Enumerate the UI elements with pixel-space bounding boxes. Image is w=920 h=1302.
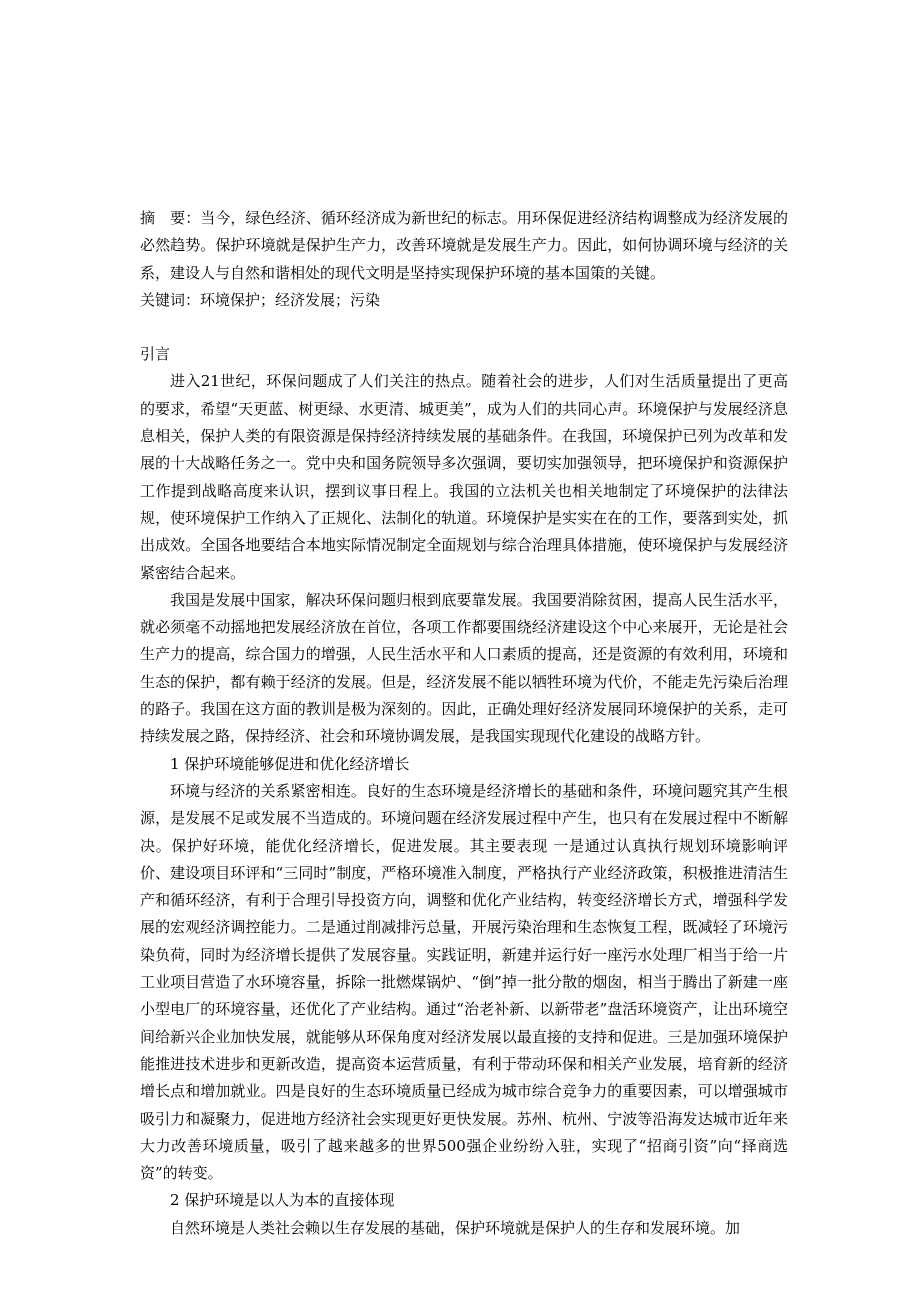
abstract: 摘 要：当今，绿色经济、循环经济成为新世纪的标志。用环保促进经济结构调整成为经济发展的必然趋势。保护环境就是保护生产力，改善环境就是发展生产力。因此，如何协调环境与经济的关系，建设人与自然和谐相处的现代文明是坚持实现保护环境的基本国策的关键。 — [140, 209, 788, 282]
section-1-heading: 1 保护环境能够促进和优化经济增长 — [170, 754, 410, 773]
section-2-paragraph: 自然环境是人类社会赖以生存发展的基础，保护环境就是保护人的生存和发展环境。加 — [170, 1218, 741, 1237]
intro-title: 引言 — [140, 345, 171, 364]
section-2-heading: 2 保护环境是以人为本的直接体现 — [170, 1191, 395, 1210]
section-1-paragraph: 环境与经济的关系紧密相连。良好的生态环境是经济增长的基础和条件，环境问题究其产生根源，是发展不足或发展不当造成的。环境问题在经济发展过程中产生，也只有在发展过程中不断解决。保护好环境，能优化经济增长，促进发展。其主要表现 一是通过认真执行规划环境影响评价、建设项目环评和“三同时”制度，严格环境准入制度，严格执行产业经济政策，积极推进清洁生产和循环经济，有利于合理引导投资方向，调整和优化产业结构，转变经济增长方式，增强科学发展的宏观经济调控能力。二是通过削减排污总量，开展污染治理和生态恢复工程，既减轻了环境污染负荷，同时为经济增长提供了发展容量。实践证明，新建并运行好一座污水处理厂相当于给一片工业项目营造了水环境容量，拆除一批燃煤锅炉、“倒”掉一批分散的烟囱，相当于腾出了新建一座小型电厂的环境容量，还优化了产业结构。通过“治老补新、以新带老”盘活环境资产，让出环境空间给新兴企业加快发展，就能够从环保角度对经济发展以最直接的支持和促进。三是加强环境保护能推进技术进步和更新改造，提高资本运营质量，有利于带动环保和相关产业发展，培育新的经济增长点和增加就业。四是良好的生态环境质量已经成为城市综合竞争力的重要因素，可以增强城市吸引力和凝聚力，促进地方经济社会实现更好更快发展。苏州、杭州、宁波等沿海发达城市近年来大力改善环境质量，吸引了越来越多的世界500强企业纷纷入驻，实现了“招商引资”向“择商选资”的转变。 — [140, 781, 788, 1183]
blank-line — [140, 314, 788, 341]
intro-paragraph-1: 进入21世纪，环保问题成了人们关注的热点。随着社会的进步，人们对生活质量提出了更高的要求，希望“天更蓝、树更绿、水更清、城更美”，成为人们的共同心声。环境保护与发展经济息息相关，保护人类的有限资源是保持经济持续发展的基础条件。在我国，环境保护已列为改革和发展的十大战略任务之一。党中央和国务院领导多次强调，要切实加强领导，把环境保护和资源保护工作提到战略高度来认识，摆到议事日程上。我国的立法机关也相关地制定了环境保护的法律法规，使环境保护工作纳入了正规化、法制化的轨道。环境保护是实实在在的工作，要落到实处，抓出成效。全国各地要结合本地实际情况制定全面规划与综合治理具体措施，使环境保护与发展经济紧密结合起来。 — [140, 372, 788, 582]
document-page — [140, 205, 788, 1242]
keywords: 关键词：环境保护；经济发展；污染 — [140, 290, 381, 309]
intro-paragraph-2: 我国是发展中国家，解决环保问题归根到底要靠发展。我国要消除贫困，提高人民生活水平，就必须毫不动摇地把发展经济放在首位，各项工作都要围绕经济建设这个中心来展开，无论是社会生产力的提高，综合国力的增强，人民生活水平和人口素质的提高，还是资源的有效利用，环境和生态的保护，都有赖于经济的发展。但是，经济发展不能以牺牲环境为代价，不能走先污染后治理的路子。我国在这方面的教训是极为深刻的。因此，正确处理好经济发展同环境保护的关系，走可持续发展之路，保持经济、社会和环境协调发展，是我国实现现代化建设的战略方针。 — [140, 590, 788, 746]
